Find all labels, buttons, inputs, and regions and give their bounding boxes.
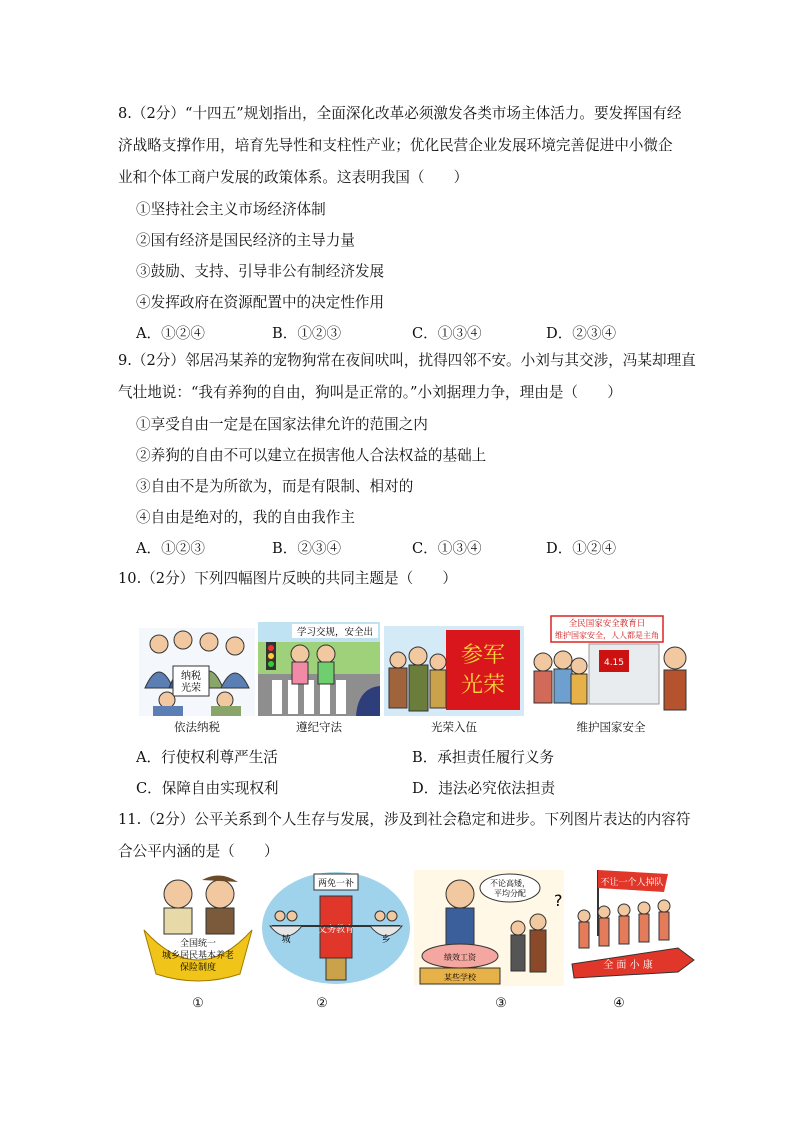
q11-fig3-text: 绩效工资 (444, 953, 476, 962)
q11-fig1-text: 保险制度 (179, 963, 217, 973)
q10-choices (118, 742, 684, 804)
q10-caption: 遵纪守法 (296, 720, 342, 734)
q10-fig4-text: 全民国家安全教育日 (568, 619, 646, 629)
q11-fig2-text: 城 (281, 935, 291, 945)
svg-text:?: ? (554, 891, 563, 910)
q10-fig1-text: 纳税 (181, 671, 201, 682)
q11-fig4-text: 全 面 小 康 (603, 960, 653, 971)
q8-statement: ②国有经济是国民经济的主导力量 (136, 232, 355, 249)
q11-fig1-text: 全国统一 (179, 939, 217, 949)
q11-fig3-text: 不论高矮， (490, 879, 530, 888)
q11-figure-3 (414, 870, 564, 986)
q11-label: ③ (495, 996, 507, 1011)
q8-stem-line: 业和个体工商户发展的政策体系。这表明我国（ ） (118, 169, 469, 186)
q10-figure-tax (139, 628, 255, 716)
q8-choice-b[interactable]: B．①②③ (272, 325, 342, 342)
question-10 (118, 563, 684, 595)
q8-choice-a[interactable]: A．①②④ (136, 325, 205, 342)
q10-choice-b[interactable]: B．承担责任履行义务 (412, 749, 555, 766)
q10-stem: 10.（2分）下列四幅图片反映的共同主题是（ ） (118, 570, 457, 587)
q10-fig1-text: 光荣 (181, 683, 201, 694)
q8-statement: ①坚持社会主义市场经济体制 (136, 201, 326, 218)
q11-fig4-text: 不让一个人掉队 (600, 878, 664, 888)
q9-stem-line: 9.（2分）邻居冯某养的宠物狗常在夜间吠叫，扰得四邻不安。小刘与其交涉，冯某却理直 (118, 352, 696, 369)
q8-choice-d[interactable]: D．②③④ (546, 325, 617, 342)
q10-figure-traffic (258, 622, 380, 716)
q9-statement: ③自由不是为所欲为，而是有限制、相对的 (136, 478, 414, 495)
q11-label: ① (192, 996, 204, 1011)
q9-choice-c[interactable]: C．①③④ (412, 540, 482, 557)
q11-fig1-text: 城乡居民基本养老 (161, 951, 235, 961)
q9-choice-b[interactable]: B．②③④ (272, 540, 342, 557)
q11-fig3-text: 平均分配 (494, 889, 526, 898)
q11-label: ④ (613, 996, 625, 1011)
q8-stem-line: 济战略支撑作用，培育先导性和支柱性产业；优化民营企业发展环境完善促进中小微企 (118, 137, 673, 154)
q10-caption: 维护国家安全 (576, 720, 646, 734)
q11-stem-line: 11.（2分）公平关系到个人生存与发展，涉及到社会稳定和进步。下列图片表达的内容符 (118, 811, 691, 828)
q10-caption: 光荣入伍 (431, 720, 477, 734)
q10-fig3-text: 参军 (460, 643, 506, 668)
q10-fig4-text: 维护国家安全，人人都是主角 (555, 631, 659, 640)
q11-fig3-text: 某些学校 (444, 973, 476, 982)
q10-fig4-text: 4.15 (603, 658, 625, 668)
q10-fig2-text: 学习交规，安全出 (296, 627, 374, 638)
q11-stem-line: 合公平内涵的是（ ） (118, 843, 279, 860)
q10-choice-a[interactable]: A．行使权利尊严生活 (136, 749, 278, 766)
q9-statement: ①享受自由一定是在国家法律允许的范围之内 (136, 416, 428, 433)
q11-fig2-text: 乡 (381, 935, 391, 945)
q9-statement: ④自由是绝对的，我的自由我作主 (136, 509, 355, 526)
q8-choice-c[interactable]: C．①③④ (412, 325, 482, 342)
q10-choice-c[interactable]: C．保障自由实现权利 (136, 780, 279, 797)
q11-figure-1 (140, 870, 256, 986)
q10-figure-enlist (384, 626, 524, 716)
q11-fig2-text: 两免一补 (317, 879, 355, 889)
question-11 (118, 804, 691, 868)
q8-statement: ④发挥政府在资源配置中的决定性作用 (136, 294, 385, 311)
q11-label: ② (316, 996, 328, 1011)
q10-choice-d[interactable]: D．违法必究依法担责 (412, 780, 556, 797)
question-9 (118, 345, 696, 564)
q10-fig3-text: 光荣 (460, 673, 506, 698)
q8-statement: ③鼓励、支持、引导非公有制经济发展 (136, 263, 385, 280)
q11-figure-4 (568, 866, 706, 986)
q8-stem-line: 8.（2分）“十四五”规划指出，全面深化改革必须激发各类市场主体活力。要发挥国有经 (118, 105, 682, 122)
question-8 (118, 98, 684, 349)
q9-choice-a[interactable]: A．①②③ (136, 540, 205, 557)
q11-fig2-text: 义务教育 (317, 925, 355, 935)
q11-figure-2 (262, 870, 410, 986)
q10-figure-security (529, 614, 693, 716)
q10-caption: 依法纳税 (174, 720, 220, 734)
q9-choice-d[interactable]: D．①②④ (546, 540, 617, 557)
q9-stem-line: 气壮地说：“我有养狗的自由，狗叫是正常的。”小刘据理力争，理由是（ ） (118, 384, 622, 401)
q9-choices (118, 533, 684, 564)
q9-statement: ②养狗的自由不可以建立在损害他人合法权益的基础上 (136, 447, 487, 464)
